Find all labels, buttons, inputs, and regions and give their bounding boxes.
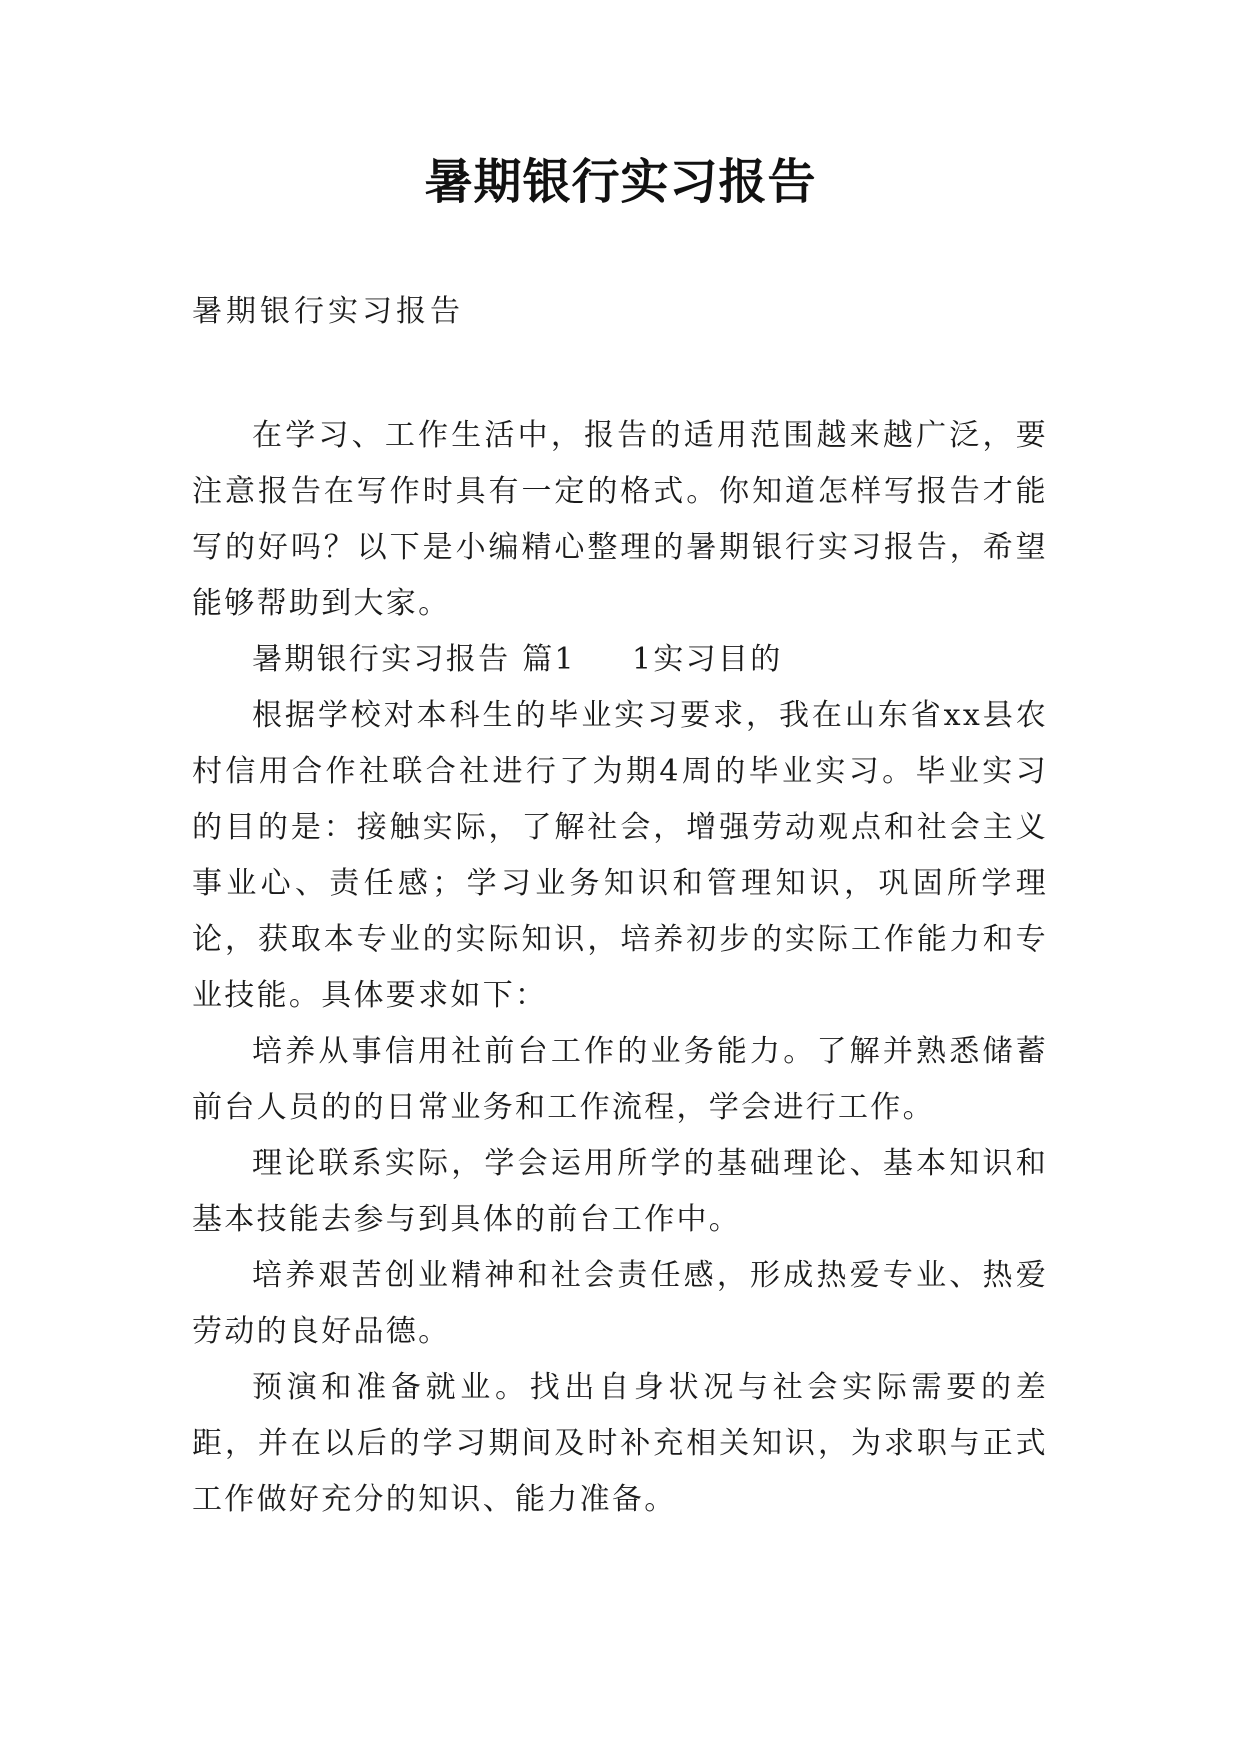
section-heading-part: 篇1 [522, 642, 576, 677]
document-body [192, 408, 1048, 1528]
body-paragraph: 预演和准备就业。找出自身状况与社会实际需要的差距，并在以后的学习期间及时补充相关知识，为求职与正式工作做好充分的知识、能力准备。 [192, 1370, 1048, 1517]
intro-paragraph: 在学习、工作生活中，报告的适用范围越来越广泛，要注意报告在写作时具有一定的格式。你知道怎样写报告才能写的好吗？以下是小编精心整理的暑期银行实习报告，希望能够帮助到大家。 [192, 418, 1048, 621]
section-heading [192, 632, 1048, 688]
section-heading-item: 1实习目的 [631, 642, 783, 677]
section-heading-title: 暑期银行实习报告 [252, 642, 511, 677]
document-title: 暑期银行实习报告 [424, 154, 817, 210]
body-paragraph: 培养从事信用社前台工作的业务能力。了解并熟悉储蓄前台人员的的日常业务和工作流程，学会进行工作。 [192, 1034, 1048, 1125]
body-paragraph: 培养艰苦创业精神和社会责任感，形成热爱专业、热爱劳动的良好品德。 [192, 1258, 1048, 1349]
body-paragraph: 理论联系实际，学会运用所学的基础理论、基本知识和基本技能去参与到具体的前台工作中。 [192, 1146, 1048, 1237]
document-subtitle: 暑期银行实习报告 [192, 294, 464, 329]
body-paragraph: 根据学校对本科生的毕业实习要求，我在山东省xx县农村信用合作社联合社进行了为期4周的毕业实习。毕业实习的目的是：接触实际，了解社会，增强劳动观点和社会主义事业心、责任感；学习业务知识和管理知识，巩固所学理论，获取本专业的实际知识，培养初步的实际工作能力和专业技能。具体要求如下： [192, 698, 1048, 1013]
